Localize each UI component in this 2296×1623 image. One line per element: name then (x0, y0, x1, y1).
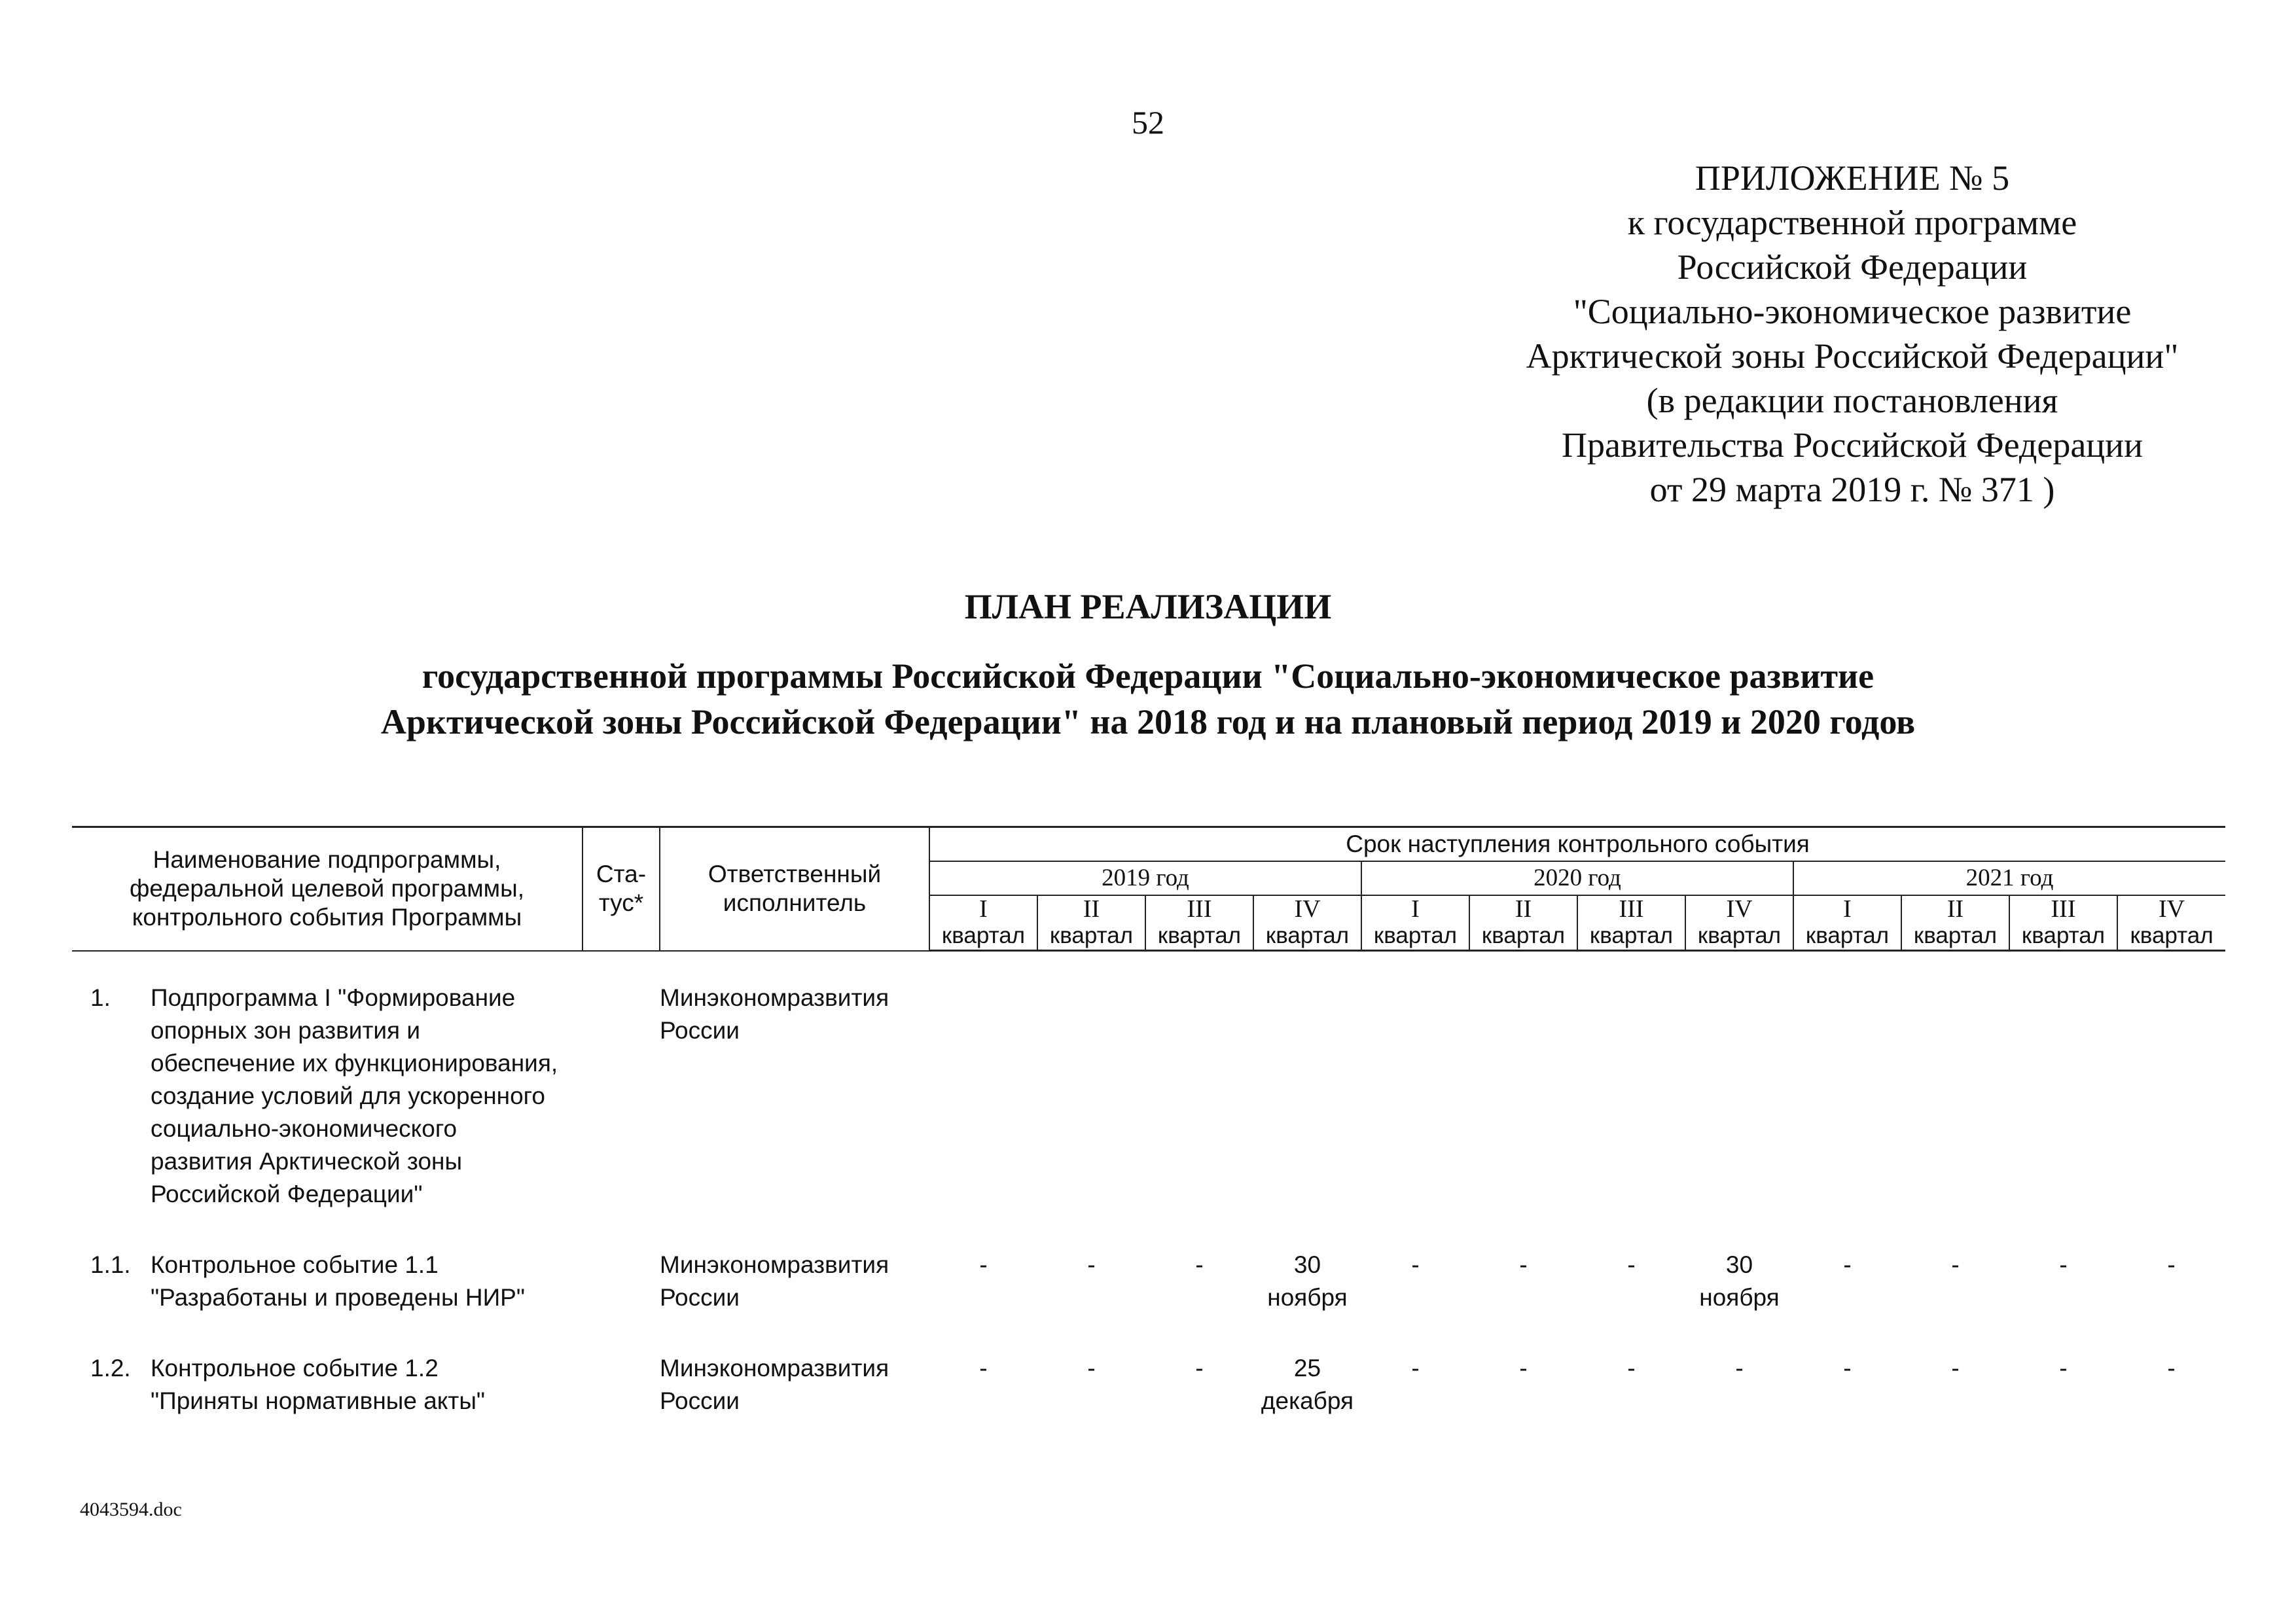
quarter-cell (1469, 982, 1577, 1211)
quarter-cell (1685, 1249, 1793, 1314)
header-responsible-line: Ответственный (708, 861, 882, 888)
subtitle-line: Арктической зоны Российской Федерации" на 2018 год и на плановый период 2019 и 2020 годов (380, 702, 1916, 741)
quarter-cell: - (2167, 1355, 2176, 1382)
table-row (72, 1352, 2225, 1418)
quarter-cell: - (2167, 1251, 2176, 1278)
header-responsible-line: исполнитель (723, 889, 867, 917)
quarter-header (929, 895, 1037, 951)
quarter-numeral: III (1619, 895, 1644, 923)
row-responsible (660, 982, 929, 1211)
quarter-word: квартал (1157, 923, 1242, 948)
quarter-word: квартал (1589, 923, 1674, 948)
header-status-line: Ста- (596, 861, 647, 888)
header-deadline: Срок наступления контрольного события (929, 827, 2225, 862)
plan-table (72, 826, 2225, 1418)
quarter-word: квартал (1265, 923, 1350, 948)
quarter-word: квартал (1805, 923, 1890, 948)
quarter-header (1901, 895, 2009, 951)
header-responsible (660, 827, 929, 951)
quarter-cell: - (1951, 1355, 1960, 1382)
quarter-cell (1253, 1249, 1361, 1314)
subtitle-line: государственной программы Российской Федерации "Социально-экономическое развитие (422, 656, 1874, 696)
gap-cell (72, 1314, 2225, 1352)
row-name-line: Подпрограмма I "Формирование (151, 984, 516, 1011)
row-name-line: обеспечение их функционирования, (151, 1050, 558, 1077)
quarter-cell: - (1519, 1355, 1528, 1382)
quarter-cell: - (979, 1355, 988, 1382)
quarter-header (1577, 895, 1685, 951)
quarter-cell (1037, 982, 1145, 1211)
quarter-cell: - (1087, 1251, 1096, 1278)
row-name-line: Российской Федерации" (151, 1181, 423, 1207)
row-name-line: "Разработаны и проведены НИР" (151, 1284, 525, 1311)
row-name-line: создание условий для ускоренного (151, 1082, 545, 1109)
table-row (72, 1249, 2225, 1314)
quarter-date-part: декабря (1261, 1387, 1354, 1414)
header-status-line: тус* (598, 889, 644, 917)
quarter-cell (1577, 982, 1685, 1211)
quarter-cell: - (1627, 1251, 1636, 1278)
quarter-header (1037, 895, 1145, 951)
quarter-cell (1901, 982, 2009, 1211)
quarter-numeral: II (1946, 895, 1964, 923)
quarter-numeral: I (1843, 895, 1852, 923)
row-number: 1.2. (90, 1355, 131, 1382)
quarter-word: квартал (1373, 923, 1458, 948)
quarter-numeral: IV (1294, 895, 1321, 923)
quarter-cell: - (1735, 1355, 1744, 1382)
spacer-cell (72, 951, 2225, 982)
row-title-cell (72, 982, 583, 1211)
document-filename: 4043594.doc (80, 1499, 182, 1520)
quarter-cell: - (1195, 1251, 1204, 1278)
quarter-cell (1361, 982, 1469, 1211)
appendix-header (1407, 156, 2296, 512)
quarter-numeral: III (1187, 895, 1212, 923)
header-name: Наименование подпрограммы, федеральной целевой программы, контрольного события Программы (72, 827, 583, 951)
quarter-cell (929, 982, 1037, 1211)
quarter-cell: - (2059, 1355, 2068, 1382)
quarter-word: квартал (1481, 923, 1566, 948)
quarter-cell: - (1411, 1355, 1420, 1382)
quarter-header (1793, 895, 1901, 951)
quarter-word: квартал (1697, 923, 1782, 948)
quarter-header (1685, 895, 1793, 951)
header-year-2020: 2020 год (1361, 861, 1793, 895)
quarter-word: квартал (1049, 923, 1134, 948)
header-year-2021: 2021 год (1793, 861, 2225, 895)
page-number: 52 (1132, 104, 1164, 141)
row-name-line: опорных зон развития и (151, 1017, 421, 1044)
quarter-cell: - (1411, 1251, 1420, 1278)
appendix-line: от 29 марта 2019 г. № 371 ) (1649, 470, 2055, 509)
quarter-word: квартал (1913, 923, 1998, 948)
appendix-line: ПРИЛОЖЕНИЕ № 5 (1695, 158, 2010, 198)
quarter-cell: - (1195, 1355, 1204, 1382)
quarter-cell (1145, 982, 1253, 1211)
appendix-line: (в редакции постановления (1646, 381, 2058, 420)
quarter-header (1469, 895, 1577, 951)
row-title-cell (72, 1249, 583, 1314)
quarter-cell (1253, 1352, 1361, 1418)
row-responsible-line: Минэкономразвития (660, 1251, 889, 1278)
quarter-cell: - (2059, 1251, 2068, 1278)
quarter-date-part: ноября (1267, 1284, 1348, 1311)
plan-table-wrapper (72, 826, 2225, 1418)
quarter-header (1361, 895, 1469, 951)
header-year-2019: 2019 год (929, 861, 1361, 895)
quarter-numeral: II (1515, 895, 1532, 923)
quarter-date-part: 25 (1293, 1355, 1321, 1382)
row-number: 1.1. (90, 1251, 131, 1278)
quarter-cell: - (1087, 1355, 1096, 1382)
quarter-numeral: IV (2158, 895, 2185, 923)
quarter-header (2117, 895, 2225, 951)
quarter-cell (1253, 982, 1361, 1211)
quarter-header (2009, 895, 2117, 951)
row-name-line: "Приняты нормативные акты" (151, 1387, 486, 1414)
row-status (583, 1249, 660, 1314)
quarter-cell: - (1519, 1251, 1528, 1278)
quarter-cell: - (1951, 1251, 1960, 1278)
row-responsible (660, 1249, 929, 1314)
appendix-line: Правительства Российской Федерации (1562, 425, 2143, 465)
quarter-cell (2009, 982, 2117, 1211)
plan-table-body (72, 951, 2225, 1418)
appendix-line: к государственной программе (1627, 203, 2077, 242)
quarter-cell: - (1843, 1251, 1852, 1278)
row-title-cell (72, 1352, 583, 1418)
quarter-numeral: II (1083, 895, 1100, 923)
row-number: 1. (90, 984, 111, 1011)
row-responsible-line: России (660, 1017, 740, 1044)
quarter-header (1145, 895, 1253, 951)
row-name-line: социально-экономического (151, 1115, 457, 1142)
appendix-line: Российской Федерации (1677, 247, 2028, 287)
quarter-word: квартал (2021, 923, 2106, 948)
row-status (583, 982, 660, 1211)
quarter-cell (1685, 982, 1793, 1211)
quarter-cell (1793, 982, 1901, 1211)
gap-row (72, 1211, 2225, 1249)
row-responsible-line: Минэкономразвития (660, 1355, 889, 1382)
row-name (151, 1249, 525, 1314)
quarter-date-part: 30 (1293, 1251, 1321, 1278)
quarter-cell: - (979, 1251, 988, 1278)
row-name-line: Контрольное событие 1.1 (151, 1251, 439, 1278)
quarter-cell: - (1627, 1355, 1636, 1382)
quarter-numeral: IV (1726, 895, 1753, 923)
quarter-numeral: I (979, 895, 988, 923)
quarter-word: квартал (2130, 923, 2214, 948)
quarter-cell: - (1843, 1355, 1852, 1382)
quarter-cell (2117, 982, 2225, 1211)
row-name-line: развития Арктической зоны (151, 1148, 463, 1175)
row-responsible-line: России (660, 1284, 740, 1311)
quarter-numeral: I (1411, 895, 1420, 923)
row-name-line: Контрольное событие 1.2 (151, 1355, 439, 1382)
row-name (151, 1352, 485, 1418)
table-row (72, 982, 2225, 1211)
quarter-header (1253, 895, 1361, 951)
header-status (583, 827, 660, 951)
row-status (583, 1352, 660, 1418)
row-responsible-line: России (660, 1387, 740, 1414)
quarter-word: квартал (941, 923, 1026, 948)
document-title: ПЛАН РЕАЛИЗАЦИИ (964, 587, 1332, 626)
quarter-numeral: III (2051, 895, 2076, 923)
row-responsible (660, 1352, 929, 1418)
quarter-date-part: ноября (1699, 1284, 1780, 1311)
gap-cell (72, 1211, 2225, 1249)
appendix-line: "Социально-экономическое развитие (1573, 292, 2132, 331)
row-name (151, 982, 558, 1211)
quarter-date-part: 30 (1725, 1251, 1753, 1278)
document-subtitle (0, 653, 2296, 745)
spacer-row (72, 951, 2225, 982)
row-responsible-line: Минэкономразвития (660, 984, 889, 1011)
gap-row (72, 1314, 2225, 1352)
appendix-line: Арктической зоны Российской Федерации" (1526, 336, 2179, 376)
